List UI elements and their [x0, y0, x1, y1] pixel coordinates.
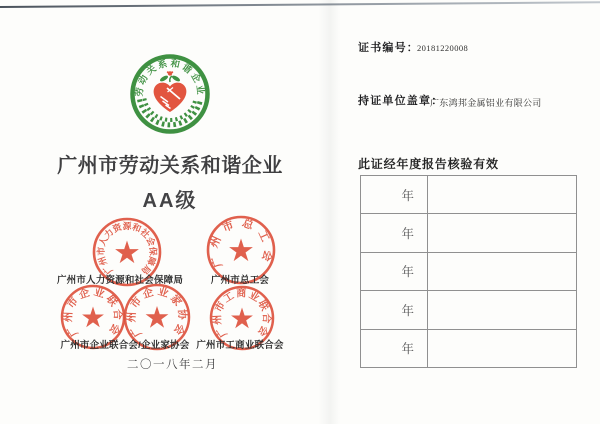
blank-cell [428, 252, 577, 290]
svg-text:广州市总工会: 广州市总工会 [207, 217, 275, 269]
table-row [361, 329, 577, 367]
annual-verification-table [360, 175, 577, 368]
year-cell: 年 [361, 176, 428, 214]
seal-caption-enterprise-federation: 广州市企业联合会/企业家协会 [60, 340, 190, 351]
svg-text:广州市企业家协会: 广州市企业家协会 [125, 285, 189, 340]
blank-cell [428, 329, 577, 367]
certificate-title: 广州市劳动关系和谐企业 [57, 155, 283, 177]
seal-caption-hr-bureau: 广州市人力资源和社会保障局 [56, 275, 184, 286]
holder-company-name: 广东鸿邦金属铝业有限公司 [430, 98, 542, 108]
issue-date: 二〇一八年二月 [127, 359, 218, 371]
year-cell: 年 [361, 214, 428, 252]
seal-caption-industry-commerce: 广州市工商业联合会 [196, 340, 284, 351]
year-cell: 年 [361, 291, 428, 329]
svg-text:广州市工商业联合会: 广州市工商业联合会 [212, 288, 272, 340]
table-row [361, 214, 577, 252]
page-fold-shadow [318, 0, 340, 424]
svg-text:广州市人力资源和社会保障局: 广州市人力资源和社会保障局 [95, 221, 159, 277]
table-row [361, 252, 577, 290]
harmonious-labor-relations-emblem-icon [127, 51, 213, 137]
cert-number-label: 证书编号： [358, 42, 419, 54]
table-row [361, 176, 577, 214]
holder-stamp-label: 持证单位盖章： [358, 95, 444, 107]
seal-caption-trade-union: 广州市总工会 [210, 275, 270, 286]
svg-text:劳动关系和谐企业: 劳动关系和谐企业 [134, 58, 206, 98]
table-row [361, 291, 577, 329]
certificate-grade: AA级 [142, 190, 198, 212]
blank-cell [428, 291, 577, 329]
scan-edge-artifact [0, 1, 600, 8]
annual-verification-heading: 此证经年度报告核验有效 [358, 157, 499, 171]
blank-cell [428, 176, 577, 214]
svg-text:广州市企业联合会: 广州市企业联合会 [62, 285, 124, 339]
year-cell: 年 [361, 252, 428, 290]
blank-cell [428, 214, 577, 252]
year-cell: 年 [361, 329, 428, 367]
cert-number-value: 20181220008 [417, 43, 469, 53]
